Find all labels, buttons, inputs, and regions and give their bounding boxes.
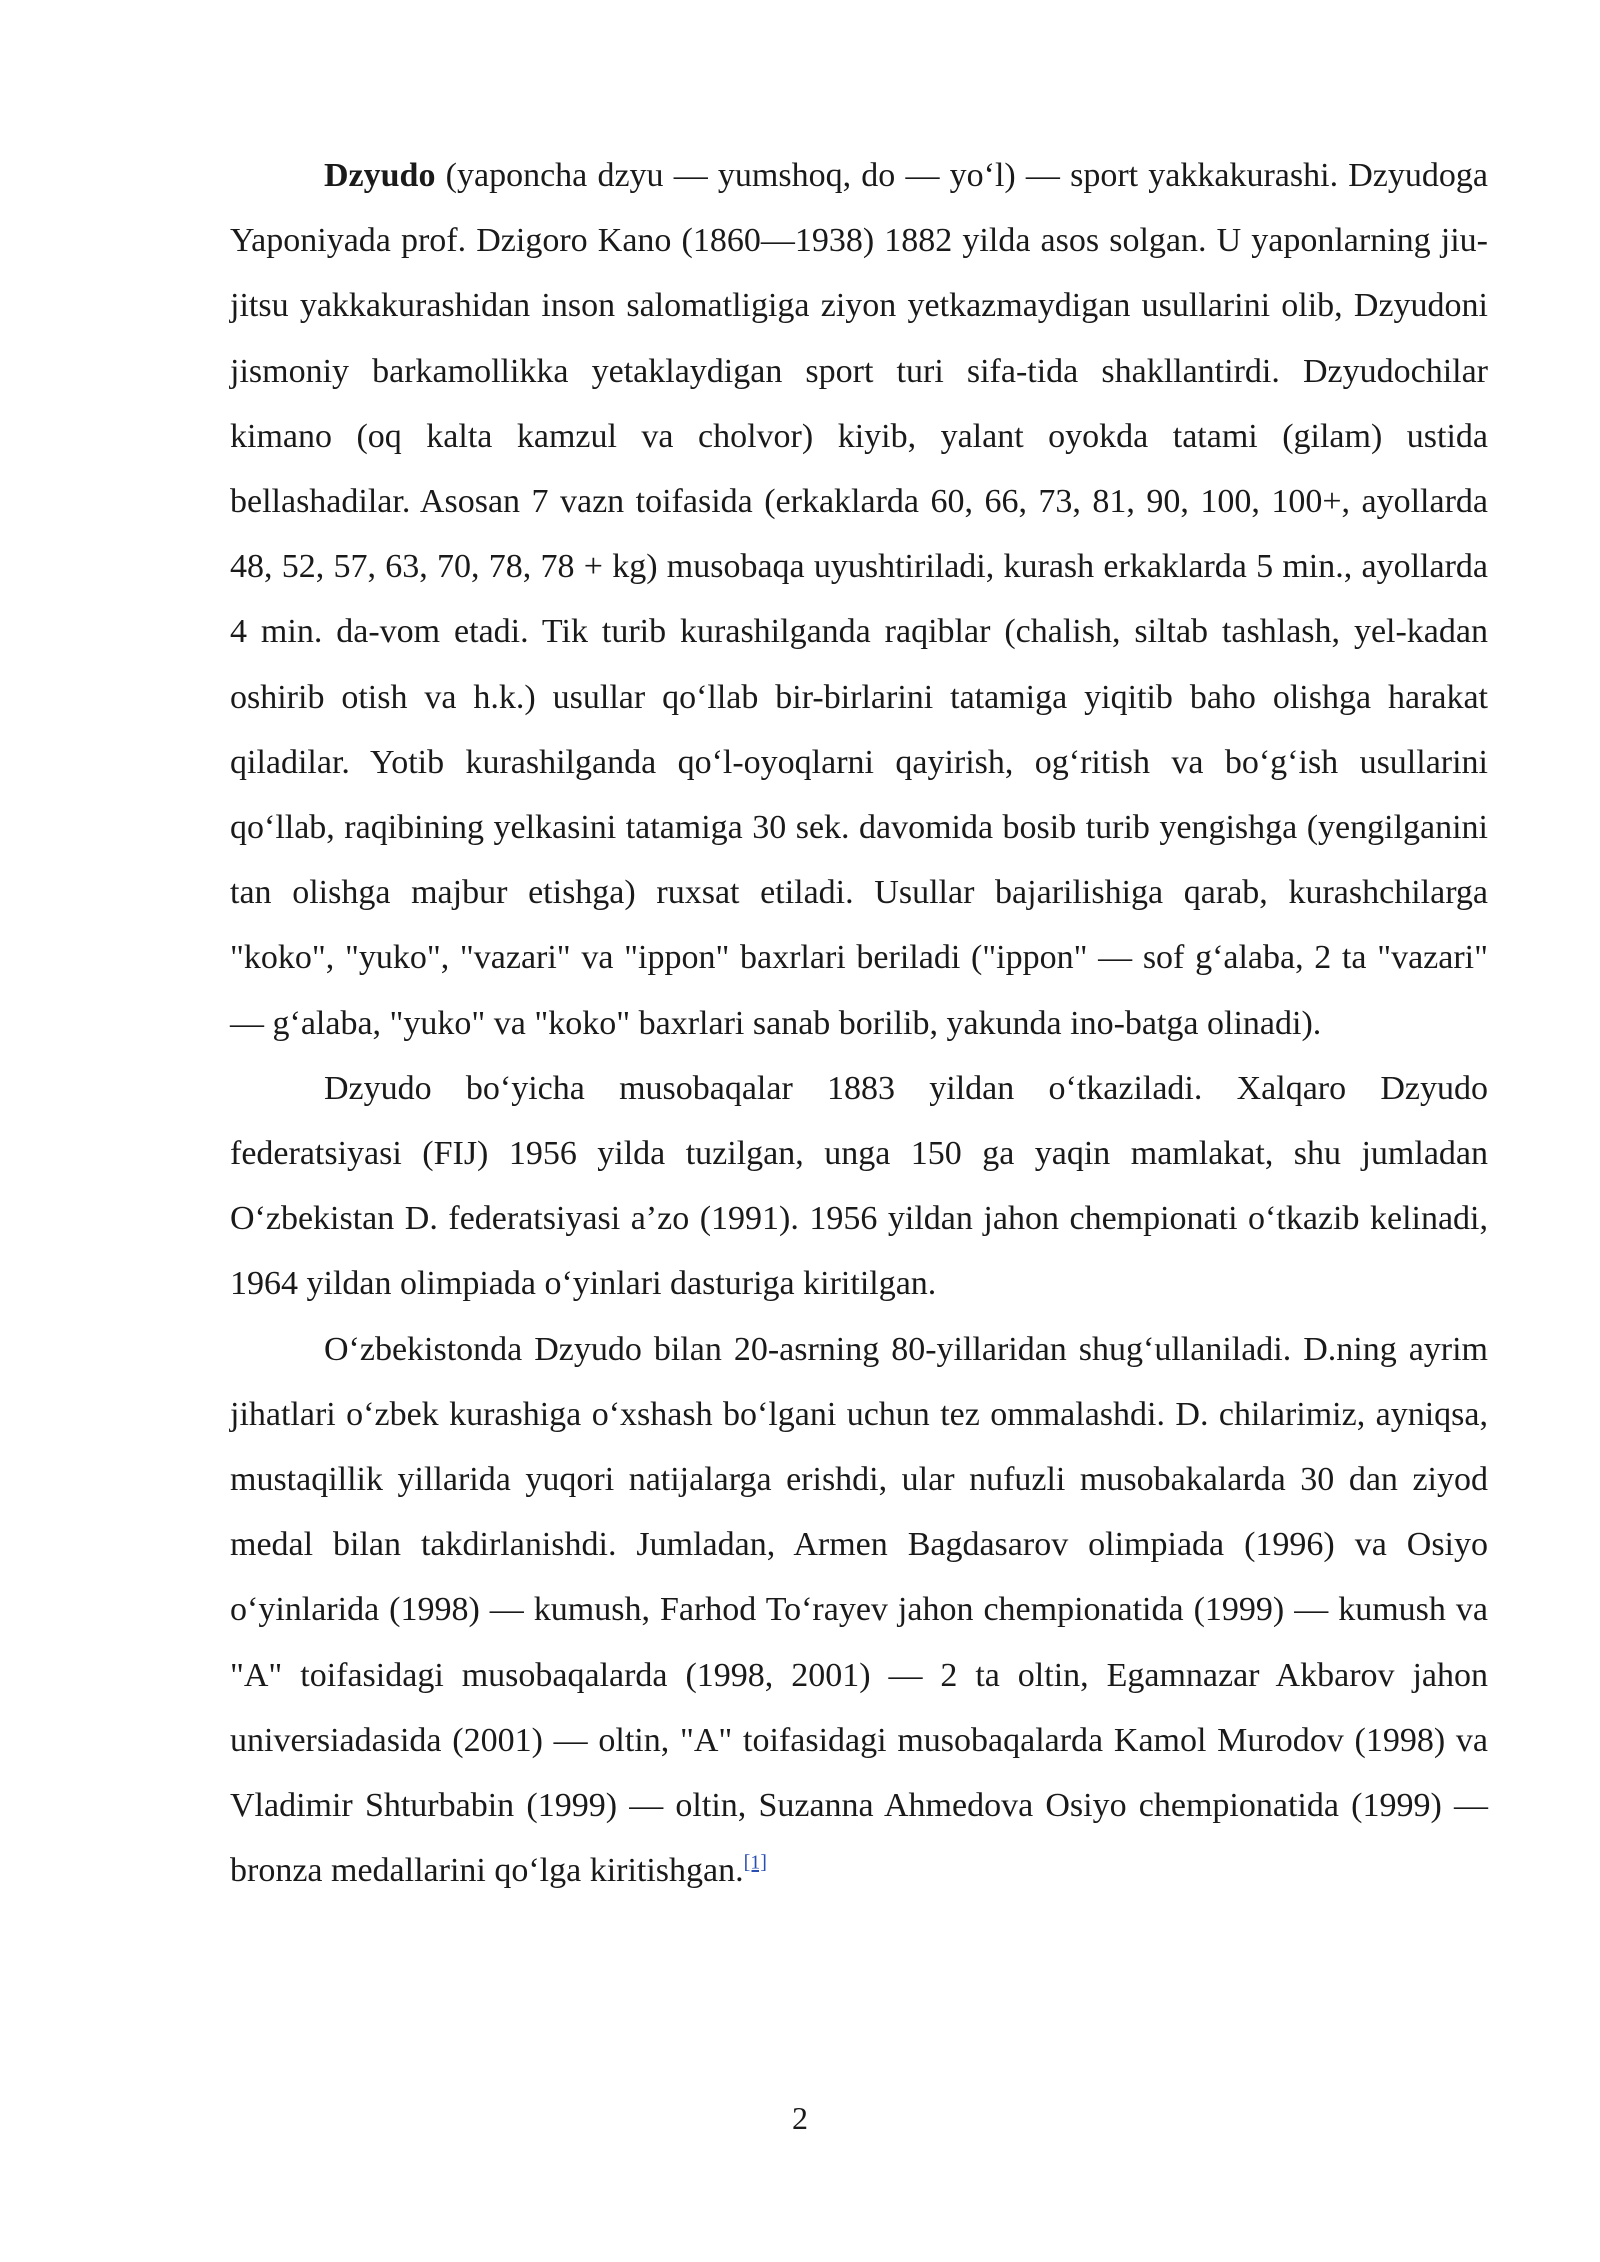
- paragraph-3: [230, 1317, 1488, 1904]
- paragraph-2-text: Dzyudo bo‘yicha musobaqalar 1883 yildan o‘tkaziladi. Xalqaro Dzyudo federatsiyasi (FIJ) 1956 yilda tuzilgan, unga 150 ga yaqin mamlakat, shu jumladan O‘zbekistan D. federatsiyasi a’zo (1991). 1956 yildan jahon chempionati o‘tkazib kelinadi, 1964 yildan olimpiada o‘yinlari dasturiga kiritilgan.: [230, 1069, 1488, 1303]
- paragraph-2: [230, 1056, 1488, 1317]
- document-body: [230, 143, 1488, 1903]
- footnote-link[interactable]: [1]: [743, 1851, 767, 1874]
- page-number: 2: [792, 2100, 808, 2136]
- paragraph-3-text: O‘zbekistonda Dzyudo bilan 20-asrning 80-yillaridan shug‘ullaniladi. D.ning ayrim jihatlari o‘zbek kurashiga o‘xshash bo‘lgani uchun tez ommalashdi. D. chilarimiz, ayniqsa, mustaqillik yillarida yuqori natijalarga erishdi, ular nufuzli musobakalarda 30 dan ziyod medal bilan takdirlanishdi. Jumladan, Armen Bagdasarov olimpiada (1996) va Osiyo o‘yinlarida (1998) — kumush, Farhod To‘rayev jahon chempionatida (1999) — kumush va "A" toifasidagi musobaqalarda (1998, 2001) — 2 ta oltin, Egamnazar Akbarov jahon universiadasida (2001) — oltin, "A" toifasidagi musobaqalarda Kamol Murodov (1998) va Vladimir Shturbabin (1999) — oltin, Suzanna Ahmedova Osiyo chempionatida (1999) — bronza medallarini qo‘lga kiritishgan.: [230, 1330, 1488, 1890]
- lead-term: Dzyudo: [324, 157, 436, 194]
- paragraph-1-text: (yaponcha dzyu — yumshoq, do — yo‘l) — sport yakkakurashi. Dzyudoga Yaponiyada prof. Dzigoro Kano (1860—1938) 1882 yilda asos solgan. U yaponlarning jiu-jitsu yakkakurashidan inson salomatligiga ziyon yetkazmaydigan usullarini olib, Dzyudoni jismoniy barkamollikka yetaklaydigan sport turi sifa-tida shakllantirdi. Dzyudochilar kimano (oq kalta kamzul va cholvor) kiyib, yalant oyokda tatami (gilam) ustida bellashadilar. Asosan 7 vazn toifasida (erkaklarda 60, 66, 73, 81, 90, 100, 100+, ayollarda 48, 52, 57, 63, 70, 78, 78 + kg) musobaqa uyushtiriladi, kurash erkaklarda 5 min., ayollarda 4 min. da-vom etadi. Tik turib kurashilganda raqiblar (chalish, siltab tashlash, yel-kadan oshirib otish va h.k.) usullar qo‘llab bir-birlarini tatamiga yiqitib baho olishga harakat qiladilar. Yotib kurashilganda qo‘l-oyoqlarni qayirish, og‘ritish va bo‘g‘ish usullarini qo‘llab, raqibining yelkasini tatamiga 30 sek. davomida bosib turib yengishga (yengilganini tan olishga majbur etishga) ruxsat etiladi. Usullar bajarilishiga qarab, kurashchilarga "koko", "yuko", "vazari" va "ippon" baxrlari beriladi ("ippon" — sof g‘alaba, 2 ta "vazari" — g‘alaba, "yuko" va "koko" baxrlari sanab borilib, yakunda ino-batga olinadi).: [230, 157, 1488, 1042]
- paragraph-1: [230, 143, 1488, 1056]
